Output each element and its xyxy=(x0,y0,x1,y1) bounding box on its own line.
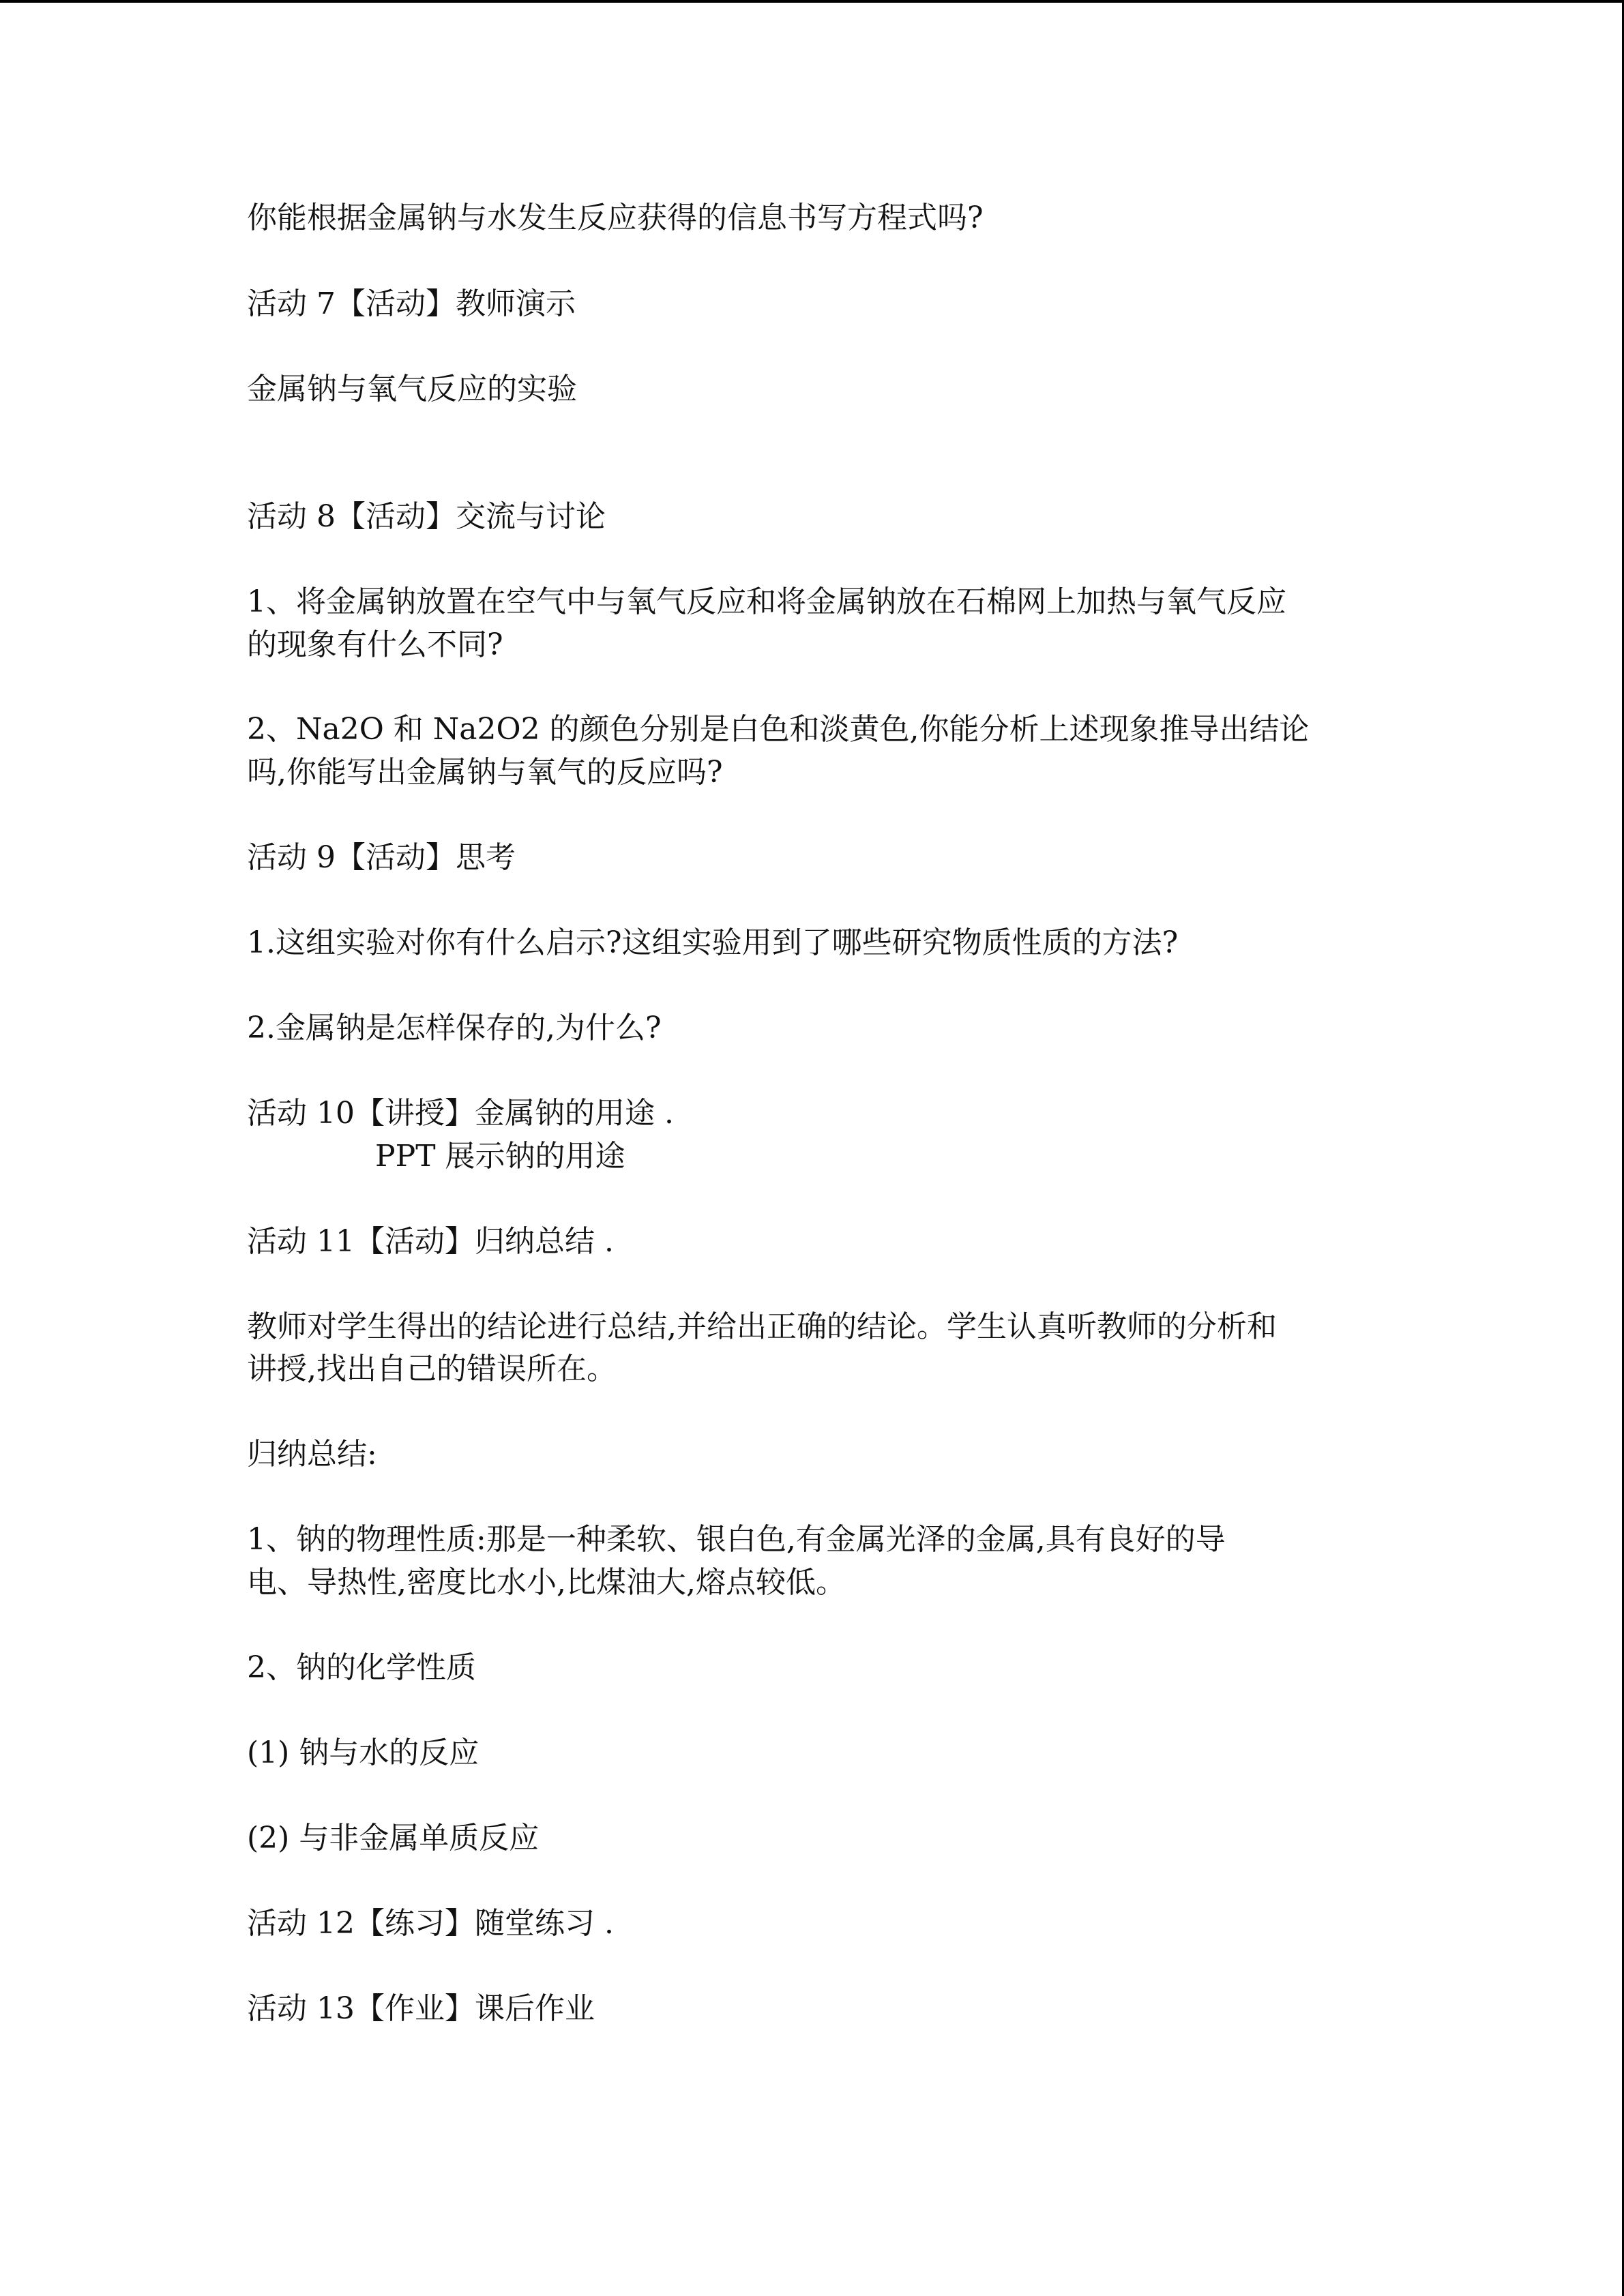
summary-paragraph-line-1: 教师对学生得出的结论进行总结,并给出正确的结论。学生认真听教师的分析和 xyxy=(247,1309,1277,1344)
thinking-item-2: 2.金属钠是怎样保存的,为什么? xyxy=(247,1011,662,1045)
activity-8-heading: 活动 8【活动】交流与讨论 xyxy=(247,499,606,534)
discussion-item-1-line-2: 的现象有什么不同? xyxy=(247,627,503,662)
question-equation: 你能根据金属钠与水发生反应获得的信息书写方程式吗? xyxy=(247,200,984,235)
thinking-item-1: 1.这组实验对你有什么启示?这组实验用到了哪些研究物质性质的方法? xyxy=(247,925,1179,960)
physical-properties-line-1: 1、钠的物理性质:那是一种柔软、银白色,有金属光泽的金属,具有良好的导 xyxy=(247,1522,1226,1557)
summary-heading: 归纳总结: xyxy=(247,1437,377,1472)
discussion-item-2-line-2: 吗,你能写出金属钠与氧气的反应吗? xyxy=(247,755,723,790)
discussion-item-2-line-1: 2、Na2O 和 Na2O2 的颜色分别是白色和淡黄色,你能分析上述现象推导出结论 xyxy=(247,712,1310,747)
chemical-property-1: (1) 钠与水的反应 xyxy=(247,1735,479,1770)
physical-properties-line-2: 电、导热性,密度比水小,比煤油大,熔点较低。 xyxy=(247,1565,846,1600)
activity-13-heading: 活动 13【作业】课后作业 xyxy=(247,1991,595,2026)
activity-11-heading: 活动 11【活动】归纳总结 . xyxy=(247,1224,614,1259)
activity-10-heading: 活动 10【讲授】金属钠的用途 . xyxy=(247,1096,674,1131)
summary-paragraph-line-2: 讲授,找出自己的错误所在。 xyxy=(247,1352,617,1386)
chemical-property-2: (2) 与非金属单质反应 xyxy=(247,1821,540,1855)
discussion-item-1-line-1: 1、将金属钠放置在空气中与氧气反应和将金属钠放在石棉网上加热与氧气反应 xyxy=(247,584,1286,619)
activity-10-description: PPT 展示钠的用途 xyxy=(375,1139,625,1174)
activity-12-heading: 活动 12【练习】随堂练习 . xyxy=(247,1906,614,1941)
activity-9-heading: 活动 9【活动】思考 xyxy=(247,840,516,875)
chemical-properties-heading: 2、钠的化学性质 xyxy=(247,1650,476,1685)
activity-7-description: 金属钠与氧气反应的实验 xyxy=(247,372,577,406)
activity-7-heading: 活动 7【活动】教师演示 xyxy=(247,286,576,321)
